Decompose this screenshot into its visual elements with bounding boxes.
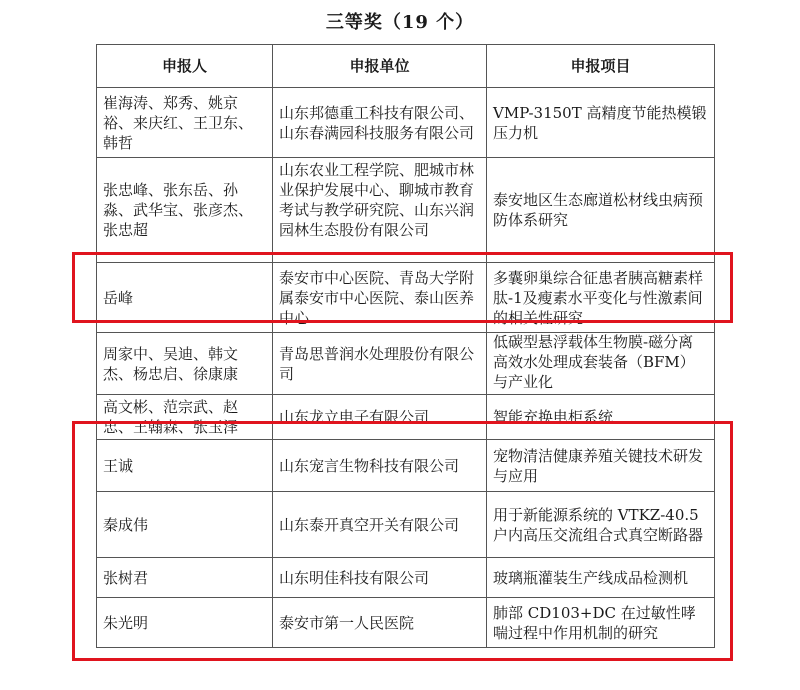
- table-row: [97, 558, 715, 598]
- awards-table: [96, 44, 715, 648]
- table-row: [97, 263, 715, 333]
- applicant-cell: 周家中、吴迪、韩文杰、杨忠启、徐康康: [97, 333, 273, 395]
- project-cell: [487, 333, 715, 395]
- unit-cell: 山东明佳科技有限公司: [273, 558, 487, 598]
- applicant-cell: 王诚: [97, 440, 273, 492]
- unit-cell: 山东泰开真空开关有限公司: [273, 492, 487, 558]
- applicant-cell: 朱光明: [97, 598, 273, 648]
- unit-cell: 泰安市中心医院、青岛大学附属泰安市中心医院、泰山医养中心: [273, 263, 487, 333]
- table-row: [97, 440, 715, 492]
- applicant-text: 高文彬、范宗武、赵忠、王翰森、张玉泽: [103, 398, 239, 436]
- unit-cell: [273, 158, 487, 263]
- project-cell: 肺部 CD103+DC 在过敏性哮喘过程中作用机制的研究: [487, 598, 715, 648]
- unit-cell: 山东龙立电子有限公司: [273, 395, 487, 440]
- applicant-cell: 秦成伟: [97, 492, 273, 558]
- header-project: 申报项目: [487, 45, 715, 88]
- project-cell: 宠物清洁健康养殖关键技术研发与应用: [487, 440, 715, 492]
- table-row: [97, 158, 715, 263]
- project-cell: 多囊卵巢综合征患者胰高糖素样肽-1及瘦素水平变化与性激素间的相关性研究: [487, 263, 715, 333]
- applicant-cell: [97, 395, 273, 440]
- table-row: [97, 333, 715, 395]
- table-row: [97, 88, 715, 158]
- project-cell: VMP-3150T 高精度节能热模锻压力机: [487, 88, 715, 158]
- table-row: [97, 492, 715, 558]
- unit-cell: 青岛思普润水处理股份有限公司: [273, 333, 487, 395]
- page-title: 三等奖（19 个）: [325, 12, 475, 33]
- applicant-cell: 张树君: [97, 558, 273, 598]
- unit-cell: 泰安市第一人民医院: [273, 598, 487, 648]
- table-row: [97, 395, 715, 440]
- project-cell: 智能充换电柜系统: [487, 395, 715, 440]
- project-cell: 玻璃瓶灌装生产线成品检测机: [487, 558, 715, 598]
- project-cell: 泰安地区生态廊道松材线虫病预防体系研究: [487, 158, 715, 263]
- applicant-cell: 崔海涛、郑秀、姚京裕、来庆红、王卫东、韩哲: [97, 88, 273, 158]
- table-header-row: [97, 45, 715, 88]
- project-text: 低碳型悬浮载体生物膜-磁分离高效水处理成套装备（BFM）与产业化: [493, 333, 695, 391]
- header-unit: 申报单位: [273, 45, 487, 88]
- header-applicant: 申报人: [97, 45, 273, 88]
- unit-cell: 山东邦德重工科技有限公司、山东春满园科技服务有限公司: [273, 88, 487, 158]
- table-row: [97, 598, 715, 648]
- applicant-cell: 张忠峰、张东岳、孙淼、武华宝、张彦杰、张忠超: [97, 158, 273, 263]
- applicant-cell: 岳峰: [97, 263, 273, 333]
- unit-text: 山东农业工程学院、肥城市林业保护发展中心、聊城市教育考试与教学研究院、山东兴润园林生态股份有限公司: [279, 161, 475, 239]
- unit-cell: 山东宠言生物科技有限公司: [273, 440, 487, 492]
- project-cell: 用于新能源系统的 VTKZ-40.5户内高压交流组合式真空断路器: [487, 492, 715, 558]
